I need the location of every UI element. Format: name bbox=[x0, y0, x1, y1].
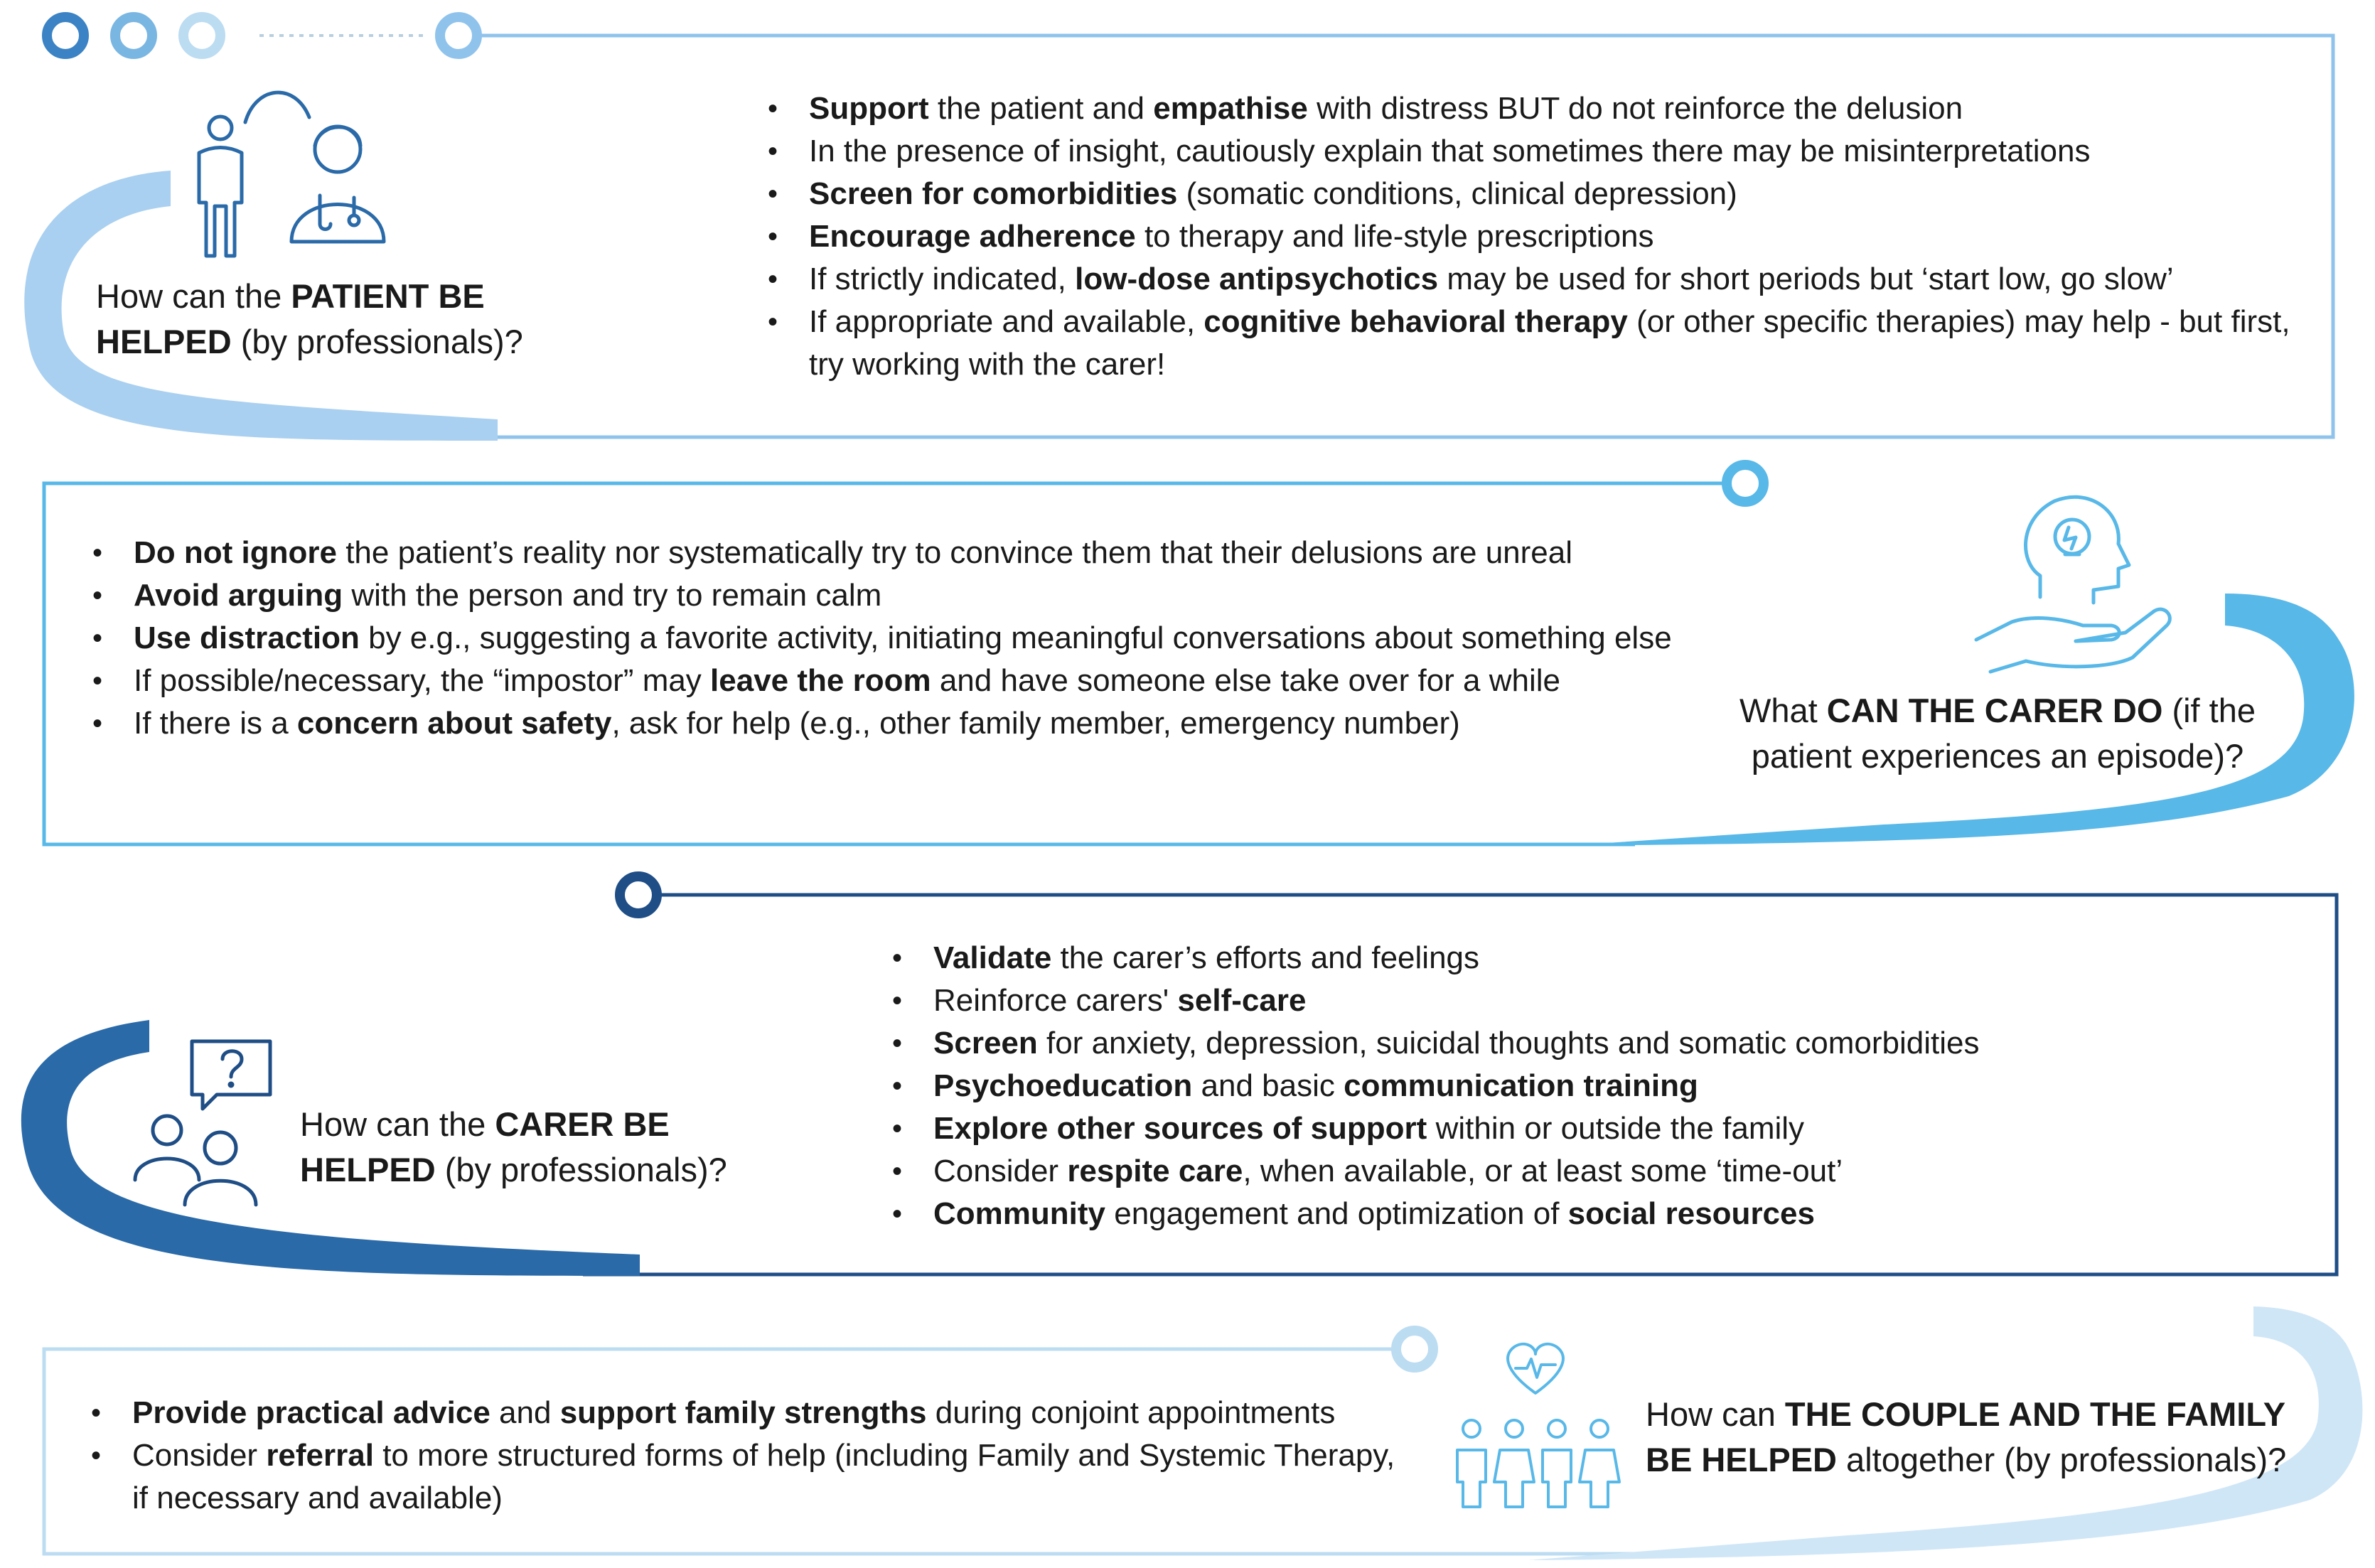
bullet-text: Reinforce carers' bbox=[933, 983, 1178, 1018]
bullet-emphasis: respite care bbox=[1067, 1154, 1243, 1188]
bullet-emphasis: low-dose antipsychotics bbox=[1075, 262, 1439, 296]
bullet-text: to more structured forms of help (including Family and Systemic Therapy, if necessary and available) bbox=[132, 1438, 1395, 1515]
bullet-item bbox=[92, 660, 1699, 702]
bullet-emphasis: communication training bbox=[1344, 1068, 1698, 1103]
bullet-text: If strictly indicated, bbox=[809, 262, 1076, 296]
people-question-bubble-icon bbox=[124, 1031, 288, 1208]
bullet-text: engagement and optimization of bbox=[1105, 1196, 1568, 1231]
bullet-item bbox=[768, 301, 2296, 386]
bullet-list bbox=[768, 87, 2296, 386]
bullet-emphasis: Do not ignore bbox=[134, 535, 337, 570]
bullet-text: to therapy and life-style prescriptions bbox=[1135, 219, 1654, 254]
bullet-item bbox=[892, 1150, 2278, 1193]
bullet-item bbox=[92, 532, 1699, 574]
question-text: How can bbox=[1646, 1395, 1785, 1433]
bullet-text: In the presence of insight, cautiously explain that sometimes there may be misinterpretations bbox=[809, 134, 2091, 168]
bullet-text: and basic bbox=[1192, 1068, 1344, 1103]
section-3-question bbox=[300, 1102, 769, 1193]
bullet-item bbox=[768, 215, 2296, 258]
bullet-list bbox=[92, 532, 1699, 745]
bullet-text: (or other specific therapies) may help - but first, try working with the carer! bbox=[809, 304, 2290, 382]
bullet-text: by e.g., suggesting a favorite activity, initiating meaningful conversations about something else bbox=[359, 621, 1672, 655]
bullet-emphasis: Screen for comorbidities bbox=[809, 176, 1178, 211]
bullet-item bbox=[92, 574, 1699, 617]
bullet-text: the carer’s efforts and feelings bbox=[1051, 940, 1480, 975]
bullet-item bbox=[768, 87, 2296, 130]
bullet-item bbox=[892, 937, 2278, 979]
bullet-text: with the person and try to remain calm bbox=[343, 578, 882, 613]
bullet-item bbox=[892, 1022, 2278, 1065]
bullet-emphasis: cognitive behavioral therapy bbox=[1203, 304, 1628, 339]
section-3-bullets bbox=[892, 937, 2278, 1235]
section-2-bullets bbox=[92, 532, 1699, 745]
bullet-text: may be used for short periods but ‘start low, go slow’ bbox=[1438, 262, 2174, 296]
bullet-emphasis: leave the room bbox=[710, 663, 931, 698]
bullet-text: the patient and bbox=[928, 91, 1154, 126]
bullet-text: Consider bbox=[132, 1438, 267, 1473]
question-emphasis: THE COUPLE AND THE FAMILY BE HELPED bbox=[1646, 1395, 2285, 1478]
bullet-item bbox=[92, 702, 1699, 745]
question-emphasis: PATIENT BE HELPED bbox=[96, 277, 485, 360]
question-text: altogether (by professionals)? bbox=[1837, 1441, 2287, 1478]
bullet-emphasis: Encourage adherence bbox=[809, 219, 1136, 254]
bullet-item bbox=[91, 1392, 1413, 1434]
bullet-text: Consider bbox=[933, 1154, 1068, 1188]
question-emphasis: CAN THE CARER DO bbox=[1826, 692, 2163, 729]
bullet-item bbox=[92, 617, 1699, 660]
bullet-list bbox=[91, 1392, 1413, 1520]
question-text: How can the bbox=[300, 1105, 495, 1143]
bullet-emphasis: concern about safety bbox=[296, 706, 612, 741]
question-text: What bbox=[1739, 692, 1827, 729]
bullet-emphasis: Validate bbox=[933, 940, 1052, 975]
section-2-question bbox=[1727, 688, 2268, 779]
progress-dots bbox=[47, 17, 427, 54]
section-1-question bbox=[96, 274, 594, 365]
bullet-text: , ask for help (e.g., other family member, emergency number) bbox=[611, 706, 1460, 741]
bullet-emphasis: Support bbox=[809, 91, 929, 126]
bullet-list bbox=[892, 937, 2278, 1235]
family-heart-icon bbox=[1450, 1336, 1621, 1521]
question-text: (by professionals)? bbox=[435, 1151, 727, 1188]
bullet-item bbox=[768, 258, 2296, 301]
bullet-emphasis: Explore other sources of support bbox=[933, 1111, 1427, 1146]
question-emphasis: CARER BE HELPED bbox=[300, 1105, 670, 1188]
bullet-text: and have someone else take over for a while bbox=[931, 663, 1561, 698]
patient-and-doctor-icon bbox=[178, 78, 405, 263]
bullet-item bbox=[892, 1193, 2278, 1235]
bullet-emphasis: empathise bbox=[1153, 91, 1308, 126]
bullet-emphasis: self-care bbox=[1177, 983, 1307, 1018]
bullet-text: during conjoint appointments bbox=[926, 1395, 1336, 1430]
bullet-emphasis: Community bbox=[933, 1196, 1105, 1231]
section-4-bullets bbox=[91, 1392, 1413, 1520]
bullet-item bbox=[892, 1107, 2278, 1150]
bullet-text: and bbox=[490, 1395, 560, 1430]
bullet-text: , when available, or at least some ‘time-out’ bbox=[1243, 1154, 1843, 1188]
bullet-emphasis: Screen bbox=[933, 1026, 1038, 1060]
bullet-item bbox=[892, 1065, 2278, 1107]
bullet-text: If there is a bbox=[134, 706, 297, 741]
bullet-text: with distress BUT do not reinforce the delusion bbox=[1307, 91, 1963, 126]
bullet-emphasis: Avoid arguing bbox=[134, 578, 343, 613]
bullet-emphasis: social resources bbox=[1567, 1196, 1815, 1231]
bullet-emphasis: Use distraction bbox=[134, 621, 360, 655]
bullet-item bbox=[768, 130, 2296, 173]
bullet-item bbox=[892, 979, 2278, 1022]
question-text: (if the patient experiences an episode)? bbox=[1751, 692, 2256, 775]
bullet-text: (somatic conditions, clinical depression) bbox=[1177, 176, 1737, 211]
bullet-emphasis: Provide practical advice bbox=[132, 1395, 490, 1430]
bullet-text: If appropriate and available, bbox=[809, 304, 1204, 339]
bullet-item bbox=[768, 173, 2296, 215]
bullet-text: If possible/necessary, the “impostor” may bbox=[134, 663, 711, 698]
bullet-text: for anxiety, depression, suicidal thoughts and somatic comorbidities bbox=[1037, 1026, 1980, 1060]
bullet-text: within or outside the family bbox=[1427, 1111, 1805, 1146]
section-1-bullets bbox=[768, 87, 2296, 386]
question-text: How can the bbox=[96, 277, 291, 315]
bullet-text: the patient’s reality nor systematically try to convince them that their delusions are unreal bbox=[336, 535, 1573, 570]
section-4-question bbox=[1646, 1392, 2307, 1483]
bullet-emphasis: referral bbox=[266, 1438, 374, 1473]
bullet-emphasis: support family strengths bbox=[559, 1395, 927, 1430]
question-text: (by professionals)? bbox=[231, 323, 523, 360]
head-lightbulb-hand-icon bbox=[1969, 476, 2175, 682]
bullet-item bbox=[91, 1434, 1413, 1520]
bullet-emphasis: Psychoeducation bbox=[933, 1068, 1193, 1103]
